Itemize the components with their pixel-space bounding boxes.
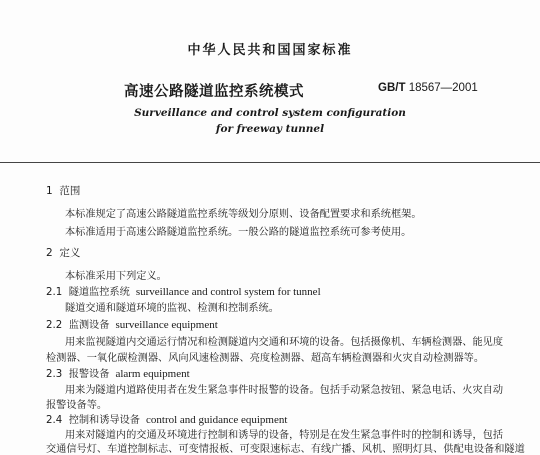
term-en: surveillance and control system for tunnel	[135, 286, 321, 298]
definition-2-2-heading	[46, 316, 218, 331]
definition-2-1-text: 隧道交通和隧道环境的监视、检测和控制系统。	[65, 303, 279, 314]
definition-2-2-text-line-2: 检测器、一氧化碳检测器、风向风速检测器、亮度检测器、超高车辆检测器和火灾自动检测器等。	[46, 353, 485, 364]
term-cn: 报警设备	[68, 369, 110, 380]
section-number: 1	[46, 185, 53, 197]
standard-code: 18567—2001	[408, 82, 478, 94]
clause-number: 2.4	[46, 415, 63, 426]
clause-number: 2.3	[46, 369, 63, 380]
section-title: 定义	[59, 247, 81, 259]
english-title-line-2: for freeway tunnel	[215, 123, 325, 135]
clause-number: 2.1	[46, 287, 63, 298]
definition-2-4-text-line-1: 用来对隧道内的交通及环境进行控制和诱导的设备，特别是在发生紧急事件时的控制和诱导，包括	[65, 430, 504, 441]
definitions-intro: 本标准采用下列定义。	[65, 271, 167, 282]
english-title-line-1: Surveillance and control system configuration	[134, 107, 406, 119]
term-en: alarm equipment	[115, 368, 190, 380]
definition-2-3-text-line-1: 用来为隧道内道路使用者在发生紧急事件时报警的设备。包括手动紧急按钮、紧急电话、火灾自动	[65, 385, 504, 396]
scope-paragraph-1: 本标准规定了高速公路隧道监控系统等级划分原则、设备配置要求和系统框架。	[65, 209, 422, 220]
term-cn: 控制和诱导设备	[68, 415, 140, 426]
header-divider	[0, 162, 540, 163]
definition-2-1-heading	[46, 283, 321, 298]
section-title: 范围	[59, 185, 81, 197]
definition-2-3-text-line-2: 报警设备等。	[46, 400, 108, 411]
definition-2-3-heading	[46, 365, 190, 380]
standard-number	[378, 82, 478, 94]
definition-2-4-heading	[46, 411, 287, 426]
section-number: 2	[46, 247, 53, 259]
standard-prefix: GB/T	[378, 82, 406, 94]
definition-2-4-text-line-2: 交通信号灯、车道控制标志、可变情报板、可变限速标志、有线广播、风机、照明灯具、供配电设备和隧道	[46, 444, 525, 455]
standard-type-header: 中华人民共和国国家标准	[187, 43, 353, 58]
document-title: 高速公路隧道监控系统模式	[124, 84, 304, 100]
term-cn: 监测设备	[68, 320, 110, 331]
section-2-heading	[46, 245, 80, 260]
term-cn: 隧道监控系统	[68, 287, 130, 298]
term-en: surveillance equipment	[115, 319, 218, 331]
section-1-heading	[46, 183, 80, 198]
term-en: control and guidance equipment	[146, 414, 288, 426]
definition-2-2-text-line-1: 用来监视隧道内交通运行情况和检测隧道内交通和环境的设备。包括摄像机、车辆检测器、能见度	[65, 337, 504, 348]
clause-number: 2.2	[46, 320, 63, 331]
scope-paragraph-2: 本标准适用于高速公路隧道监控系统。一般公路的隧道监控系统可参考使用。	[65, 227, 412, 238]
